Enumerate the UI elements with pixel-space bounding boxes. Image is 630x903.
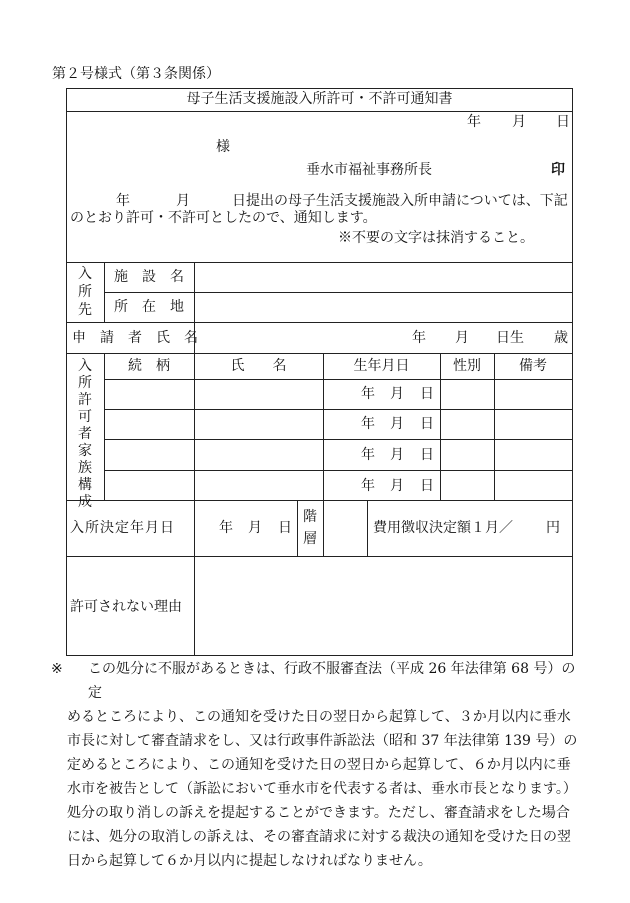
age-suffix: 歳 [554, 330, 568, 346]
row2-dob-year: 年 [361, 416, 375, 432]
birth-month: 月 [455, 330, 469, 346]
applicant-label: 申 請 者 氏 名 [72, 330, 198, 346]
body-line1: 日提出の母子生活支援施設入所申請については、下記 [232, 193, 568, 209]
date-year: 年 [467, 114, 481, 130]
decision-day: 日 [278, 520, 292, 536]
row3-dob-month: 月 [390, 447, 404, 463]
birth-day: 日生 [496, 330, 524, 346]
row1-dob-year: 年 [361, 386, 375, 402]
decision-month: 月 [248, 520, 262, 536]
header-sex: 性別 [453, 358, 481, 374]
fee-unit: 円 [546, 520, 560, 536]
footnote-line: この処分に不服があるときは、行政不服審査法（平成 26 年法律第 68 号）の定 [88, 661, 576, 701]
birth-year: 年 [412, 330, 426, 346]
row4-dob-year: 年 [361, 478, 375, 494]
row2-dob-day: 日 [420, 416, 434, 432]
body-line2: のとおり許可・不許可としたので、通知します。 [70, 210, 377, 226]
body-note: ※不要の文字は抹消すること。 [338, 230, 534, 246]
issuer-name: 垂水市福祉事務所長 [306, 162, 432, 178]
floor-label: 階層 [303, 509, 317, 547]
date-month: 月 [512, 114, 526, 130]
row2-dob-month: 月 [390, 416, 404, 432]
reason-label: 許可されない理由 [70, 599, 182, 615]
header-remarks: 備考 [519, 358, 547, 374]
seal-mark: 印 [551, 162, 565, 178]
decision-year: 年 [219, 520, 233, 536]
form-title: 母子生活支援施設入所許可・不許可通知書 [186, 91, 453, 107]
row1-dob-day: 日 [420, 386, 434, 402]
facility-name-label: 施 設 名 [114, 269, 184, 285]
footnote-text [67, 657, 587, 873]
row3-dob-day: 日 [420, 447, 434, 463]
header-name: 氏 名 [230, 358, 287, 374]
footnote-line: 日から起算して６か月以内に提起しなければなりません。 [67, 853, 432, 869]
footnote-line: 定めるところにより、この通知を受けた日の翌日から起算して、６か月以内に垂 [67, 757, 571, 773]
row1-dob-month: 月 [390, 386, 404, 402]
footnote-line: 水市を被告として（訴訟において垂水市を代表する者は、垂水市長となります。） [67, 781, 577, 797]
header-relation: 続 柄 [128, 358, 170, 374]
family-group-label: 入所許可者家族構成 [78, 358, 92, 510]
fee-label: 費用徴収決定額１月／ [373, 520, 513, 536]
facility-location-label: 所 在 地 [114, 299, 184, 315]
date-day: 日 [556, 114, 570, 130]
row3-dob-year: 年 [361, 447, 375, 463]
footnote-line: 処分の取り消しの訴えを提起することができます。ただし、審査請求をした場合 [67, 805, 570, 821]
addressee-suffix: 様 [216, 139, 230, 155]
body-month: 月 [176, 193, 190, 209]
footnote-mark: ※ [51, 661, 63, 677]
footnote-line: めるところにより、この通知を受けた日の翌日から起算して、３か月以内に垂水 [67, 709, 571, 725]
header-dob: 生年月日 [353, 358, 410, 374]
facility-group-label: 入所先 [78, 266, 92, 318]
body-year: 年 [116, 193, 130, 209]
decision-label: 入所決定年月日 [70, 520, 175, 536]
form-number: 第２号様式（第３条関係） [52, 66, 220, 82]
row4-dob-month: 月 [390, 478, 404, 494]
footnote-line: 市長に対して審査請求をし、又は行政事件訴訟法（昭和 37 年法律第 139 号）の [67, 733, 578, 749]
footnote-line: には、処分の取消しの訴えは、その審査請求に対する裁決の通知を受けた日の翌 [67, 829, 571, 845]
row4-dob-day: 日 [420, 478, 434, 494]
